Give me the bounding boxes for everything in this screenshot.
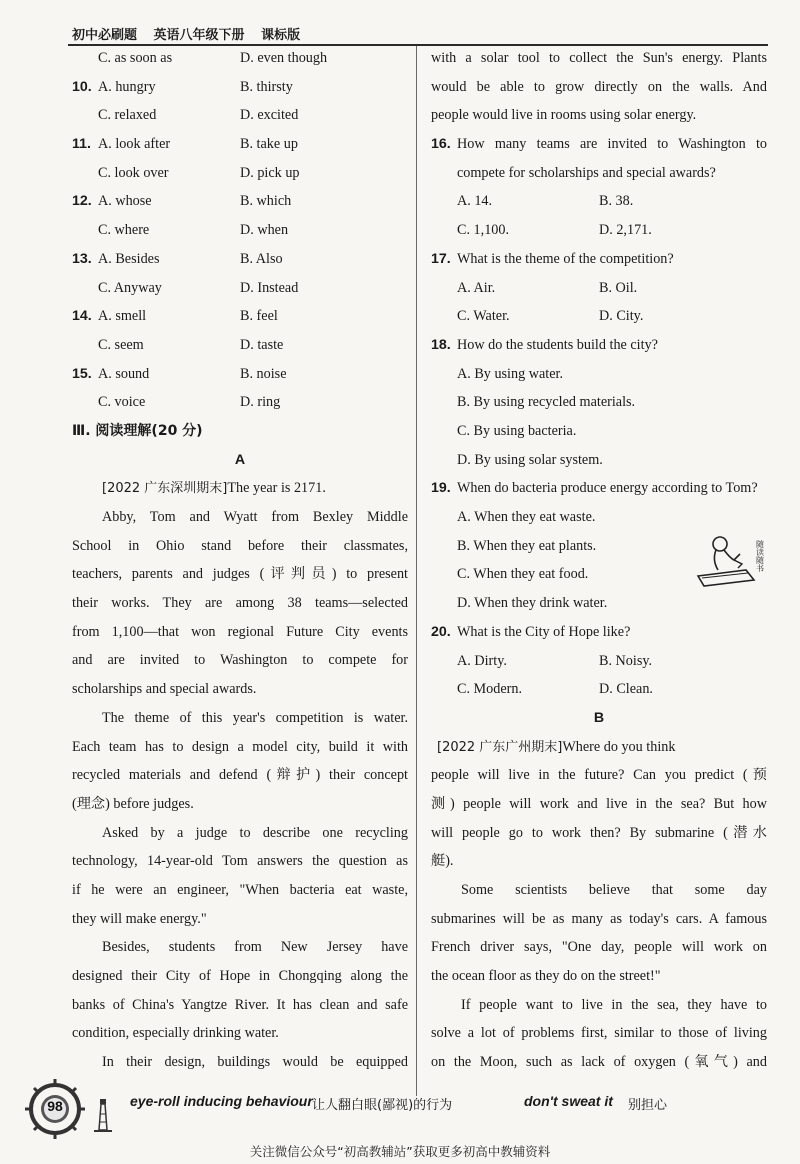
option-row: [72, 274, 408, 303]
option-row: [431, 503, 767, 532]
question: [431, 245, 767, 274]
option-row: [72, 101, 408, 130]
option: A. 14.: [457, 193, 493, 210]
passage-line: and are invited to Washington to compete for: [72, 652, 408, 669]
option: D. Clean.: [599, 681, 653, 698]
option: B. Also: [240, 250, 283, 267]
option-row: [72, 216, 408, 245]
option: B. thirsty: [240, 78, 293, 95]
passage-line: The theme of this year's competition is water.: [102, 709, 408, 726]
passage-line: will people go to work then? By submarine (潜水: [431, 824, 767, 841]
passage-line: they will make energy.": [72, 910, 207, 927]
option-row: [431, 446, 767, 475]
option-row: [72, 73, 408, 102]
option: C. voice: [98, 394, 146, 411]
passage-line: solve a lot of problems first, similar to those of living: [431, 1025, 767, 1042]
option: B. By using recycled materials.: [457, 394, 636, 411]
passage-line: the ocean floor as they do on the street!": [431, 968, 661, 985]
passage-b-source-line: [431, 733, 767, 762]
footer-phrase-1: eye-roll inducing behaviour: [130, 1093, 313, 1109]
passage-line: would be able to grow directly on the walls. And: [431, 78, 767, 95]
passage-line: Abby, Tom and Wyatt from Bexley Middle: [102, 509, 408, 525]
sticker-text: [756, 539, 765, 573]
option: C. Modern.: [457, 681, 523, 698]
passage-line: If people want to live in the sea, they have to: [461, 996, 767, 1013]
question-text: How do the students build the city?: [457, 336, 658, 353]
option-row: [431, 302, 767, 331]
option-row: [431, 417, 767, 446]
passage-line: condition, especially drinking water.: [72, 1025, 279, 1042]
option: C. where: [98, 222, 150, 239]
option-row: [72, 302, 408, 331]
option: C. relaxed: [98, 107, 157, 124]
passage-line: 艇).: [431, 853, 454, 870]
passage-line: technology, 14-year-old Tom answers the question as: [72, 853, 408, 870]
option-row: [72, 245, 408, 274]
option: D. 2,171.: [599, 222, 652, 239]
passage-line: banks of China's Yangtze River. It has clean and safe: [72, 996, 408, 1013]
option: D. Instead: [240, 279, 299, 296]
option: D. pick up: [240, 164, 300, 181]
option: C. By using bacteria.: [457, 423, 577, 439]
subject-title: 英语八年级下册: [153, 28, 245, 43]
passage-line: teachers, parents and judges (评判员) to present: [72, 566, 408, 583]
footer-phrase-2: don't sweat it: [524, 1093, 613, 1109]
question-number: 18.: [431, 336, 451, 353]
option: B. 38.: [599, 193, 634, 210]
passage-line: 测) people will work and live in the sea? But how: [431, 795, 767, 812]
option-row: [431, 274, 767, 303]
option-row: [72, 388, 408, 417]
passage-a-label: A: [234, 451, 246, 468]
passage-line: Besides, students from New Jersey have: [102, 939, 408, 956]
option: A. hungry: [98, 78, 156, 95]
question: [431, 130, 767, 187]
passage-a-source: [2022 广东深圳期末]: [102, 481, 228, 497]
page-number: 98: [47, 1098, 63, 1114]
option: D. even though: [240, 50, 328, 66]
option-row: [72, 331, 408, 360]
option-row: [431, 187, 767, 216]
option: D. By using solar system.: [457, 451, 603, 468]
passage-line: scholarships and special awards.: [72, 681, 257, 698]
passage-line: (理念) before judges.: [72, 795, 194, 812]
question-number: 10.: [72, 78, 92, 95]
question: [431, 331, 767, 360]
question-number: 11.: [72, 136, 91, 153]
option: B. which: [240, 193, 292, 210]
option: C. Water.: [457, 308, 510, 325]
option: D. City.: [599, 308, 644, 325]
question-number: 19.: [431, 480, 451, 497]
option-row: [431, 216, 767, 245]
left-column: [72, 44, 408, 1077]
question-text: When do bacteria produce energy according to Tom?: [457, 480, 758, 497]
passage-line: Where do you think: [562, 738, 676, 755]
option: A. Dirty.: [457, 652, 507, 669]
option: C. Anyway: [98, 279, 162, 296]
bottom-note: 关注微信公众号“初高教辅站”获取更多初高中教辅资料: [249, 1144, 551, 1159]
option: A. When they eat waste.: [457, 509, 596, 526]
passage-line: Asked by a judge to describe one recycling: [102, 824, 408, 841]
passage-line: their works. They are among 38 teams—selected: [72, 595, 408, 612]
option-row: [72, 159, 408, 188]
option: A. Air.: [457, 279, 496, 296]
option: C. look over: [98, 164, 169, 181]
passage-b-source: [2022 广东广州期末]: [437, 739, 563, 755]
option-row: [72, 44, 408, 73]
book-title: 初中必刷题: [72, 28, 138, 43]
lighthouse-icon: [92, 1094, 114, 1134]
option-row: [431, 589, 767, 618]
option-row: [431, 675, 767, 704]
option: D. excited: [240, 107, 299, 124]
option: B. noise: [240, 365, 287, 382]
option: C. 1,100.: [457, 222, 510, 239]
option: A. smell: [98, 308, 147, 325]
passage-line: designed their City of Hope in Chongqing along the: [72, 968, 408, 984]
option: D. When they drink water.: [457, 595, 608, 612]
option-row: [431, 360, 767, 389]
option: C. as soon as: [98, 50, 173, 66]
passage-line: submarines will be as many as today's cars. A famous: [431, 910, 767, 927]
option: A. By using water.: [457, 365, 564, 382]
option: B. Oil.: [599, 279, 638, 296]
passage-a-source-line: [72, 474, 408, 503]
footer-phrase-2-zh: 别担心: [628, 1098, 668, 1113]
passage-line: Each team has to design a model city, build it with: [72, 738, 408, 755]
option: B. take up: [240, 136, 298, 153]
option: A. sound: [98, 365, 150, 382]
option-row: [431, 647, 767, 676]
section-title: Ⅲ. 阅读理解(20 分): [72, 422, 203, 439]
passage-line: In their design, buildings would be equipped: [102, 1054, 408, 1071]
option: A. whose: [98, 193, 152, 210]
question-number: 16.: [431, 136, 451, 153]
question-number: 20.: [431, 623, 451, 640]
svg-text:随读随书: 随读随书: [755, 540, 765, 572]
reading-boy-illustration: [694, 530, 770, 590]
option: B. When they eat plants.: [457, 537, 597, 554]
question-number: 14.: [72, 308, 92, 325]
question: [431, 618, 767, 647]
question-number: 15.: [72, 365, 92, 382]
passage-line: if he were an engineer, "When bacteria eat waste,: [72, 881, 408, 898]
passage-line: people would live in rooms using solar energy.: [431, 107, 697, 124]
question-text: What is the City of Hope like?: [457, 623, 631, 640]
passage-line: with a solar tool to collect the Sun's energy. Plants: [431, 50, 767, 66]
footer-phrase-1-zh: 让人翻白眼(鄙视)的行为: [312, 1098, 453, 1113]
option-row: [72, 360, 408, 389]
option: D. ring: [240, 394, 281, 411]
option: A. look after: [98, 136, 171, 153]
passage-line: Some scientists believe that some day: [461, 882, 767, 899]
option: B. feel: [240, 308, 278, 325]
passage-line: School in Ohio stand before their classmates,: [72, 537, 408, 554]
question: [431, 474, 767, 503]
option-row: [72, 130, 408, 159]
option: A. Besides: [98, 250, 160, 267]
question-number: 17.: [431, 250, 451, 267]
page-header: [72, 24, 762, 44]
option: C. When they eat food.: [457, 566, 589, 583]
passage-line: French driver says, "One day, people will work on: [431, 939, 767, 956]
passage-a-first-sentence: The year is 2171.: [227, 480, 326, 497]
question-number: 13.: [72, 250, 92, 267]
passage-line: from 1,100—that won regional Future City events: [72, 623, 408, 640]
question-text: How many teams are invited to Washington to compete for scholarships and special awards?: [457, 136, 767, 181]
edition-label: 课标版: [261, 28, 301, 43]
option-row: [72, 187, 408, 216]
option: D. taste: [240, 336, 284, 353]
passage-line: recycled materials and defend (辩护) their concept: [72, 767, 408, 784]
option: D. when: [240, 222, 289, 239]
question-number: 12.: [72, 193, 92, 210]
question-text: What is the theme of the competition?: [457, 250, 674, 267]
passage-line: on the Moon, such as lack of oxygen (氧气) and: [431, 1054, 767, 1071]
passage-line: people will live in the future? Can you predict (预: [431, 767, 767, 784]
option: B. Noisy.: [599, 652, 653, 669]
option-row: [431, 388, 767, 417]
passage-b-label: B: [593, 709, 605, 726]
column-divider: [416, 46, 417, 1096]
option: C. seem: [98, 336, 144, 353]
